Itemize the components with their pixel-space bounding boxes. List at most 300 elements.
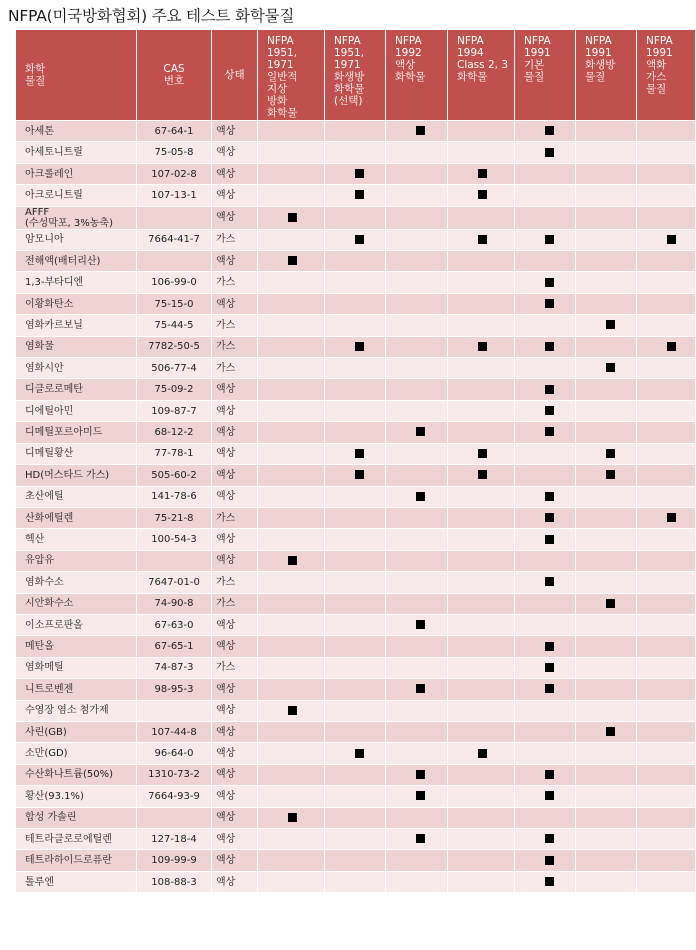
check-square-icon xyxy=(667,342,676,351)
nfpa-1991-basic-cell xyxy=(515,871,576,892)
check-square-icon xyxy=(545,235,554,244)
nfpa-1991-cbrn-cell xyxy=(576,700,637,721)
cas-number-cell: 75-15-0 xyxy=(137,293,212,314)
state-cell: 액상 xyxy=(212,293,258,314)
check-square-icon xyxy=(416,126,425,135)
header-chemical: 화학 물질 xyxy=(16,30,137,121)
chemical-name-cell: 이소프로판올 xyxy=(16,614,137,635)
nfpa-1991-basic-cell xyxy=(515,657,576,678)
nfpa-1991-basic-cell xyxy=(515,358,576,379)
table-row xyxy=(16,422,696,443)
nfpa-1994-cell xyxy=(448,185,515,206)
nfpa-1951-general-cell xyxy=(258,550,325,571)
nfpa-1994-cell xyxy=(448,121,515,142)
chemical-name-cell: 헥산 xyxy=(16,529,137,550)
nfpa-1991-liquefied-gas-cell xyxy=(637,550,696,571)
nfpa-1991-cbrn-cell xyxy=(576,721,637,742)
nfpa-1992-cell xyxy=(386,229,448,250)
state-cell: 액상 xyxy=(212,700,258,721)
nfpa-1991-liquefied-gas-cell xyxy=(637,272,696,293)
nfpa-1951-general-cell xyxy=(258,721,325,742)
check-square-icon xyxy=(667,235,676,244)
check-square-icon xyxy=(545,148,554,157)
state-cell: 액상 xyxy=(212,529,258,550)
nfpa-1951-cbrn-cell xyxy=(325,507,386,528)
nfpa-1991-cbrn-cell xyxy=(576,400,637,421)
nfpa-1992-cell xyxy=(386,764,448,785)
cas-number-cell: 7647-01-0 xyxy=(137,572,212,593)
check-square-icon xyxy=(545,791,554,800)
nfpa-1994-cell xyxy=(448,229,515,250)
table-row xyxy=(16,700,696,721)
nfpa-1951-general-cell xyxy=(258,743,325,764)
state-cell: 액상 xyxy=(212,163,258,184)
cas-number-cell xyxy=(137,550,212,571)
nfpa-1991-cbrn-cell xyxy=(576,572,637,593)
nfpa-1991-liquefied-gas-cell xyxy=(637,336,696,357)
check-square-icon xyxy=(545,684,554,693)
cas-number-cell: 67-64-1 xyxy=(137,121,212,142)
nfpa-1992-cell xyxy=(386,679,448,700)
nfpa-1951-general-cell xyxy=(258,829,325,850)
check-square-icon xyxy=(606,320,615,329)
nfpa-1951-general-cell xyxy=(258,185,325,206)
table-row xyxy=(16,336,696,357)
nfpa-1951-cbrn-cell xyxy=(325,400,386,421)
chemical-name-cell: 암모니아 xyxy=(16,229,137,250)
table-row xyxy=(16,657,696,678)
table-row xyxy=(16,529,696,550)
state-cell: 가스 xyxy=(212,593,258,614)
nfpa-1951-cbrn-cell xyxy=(325,679,386,700)
nfpa-1991-basic-cell xyxy=(515,679,576,700)
nfpa-1951-cbrn-cell xyxy=(325,443,386,464)
nfpa-1992-cell xyxy=(386,550,448,571)
state-cell: 액상 xyxy=(212,142,258,163)
nfpa-1991-basic-cell xyxy=(515,721,576,742)
table-row xyxy=(16,315,696,336)
check-square-icon xyxy=(416,684,425,693)
state-cell: 액상 xyxy=(212,721,258,742)
nfpa-1951-cbrn-cell xyxy=(325,721,386,742)
nfpa-1991-cbrn-cell xyxy=(576,679,637,700)
nfpa-1991-basic-cell xyxy=(515,121,576,142)
table-row xyxy=(16,786,696,807)
nfpa-1994-cell xyxy=(448,743,515,764)
header-row xyxy=(16,30,696,121)
nfpa-1992-cell xyxy=(386,315,448,336)
check-square-icon xyxy=(606,727,615,736)
nfpa-1991-liquefied-gas-cell xyxy=(637,465,696,486)
nfpa-1991-basic-cell xyxy=(515,507,576,528)
nfpa-1991-cbrn-cell xyxy=(576,764,637,785)
cas-number-cell: 1310-73-2 xyxy=(137,764,212,785)
table-row xyxy=(16,807,696,828)
nfpa-1994-cell xyxy=(448,679,515,700)
nfpa-1991-cbrn-cell xyxy=(576,807,637,828)
nfpa-1994-cell xyxy=(448,764,515,785)
cas-number-cell xyxy=(137,206,212,229)
state-cell: 액상 xyxy=(212,614,258,635)
page-title: NFPA(미국방화협회) 주요 테스트 화학물질 xyxy=(8,7,295,25)
check-square-icon xyxy=(416,770,425,779)
cas-number-cell: 96-64-0 xyxy=(137,743,212,764)
nfpa-1991-liquefied-gas-cell xyxy=(637,657,696,678)
table-row xyxy=(16,121,696,142)
nfpa-1951-cbrn-cell xyxy=(325,465,386,486)
state-cell: 가스 xyxy=(212,229,258,250)
nfpa-1992-cell xyxy=(386,142,448,163)
chemical-name-cell: 황산(93.1%) xyxy=(16,786,137,807)
nfpa-1991-basic-cell xyxy=(515,829,576,850)
nfpa-1991-basic-cell xyxy=(515,422,576,443)
nfpa-1991-cbrn-cell xyxy=(576,507,637,528)
nfpa-1951-general-cell xyxy=(258,572,325,593)
chemical-name-cell: 디메틸황산 xyxy=(16,443,137,464)
nfpa-1951-general-cell xyxy=(258,336,325,357)
nfpa-1951-cbrn-cell xyxy=(325,550,386,571)
nfpa-1951-general-cell xyxy=(258,121,325,142)
nfpa-1992-cell xyxy=(386,850,448,871)
nfpa-1994-cell xyxy=(448,572,515,593)
check-square-icon xyxy=(545,642,554,651)
chemical-name-cell: 디클로로메탄 xyxy=(16,379,137,400)
state-cell: 액상 xyxy=(212,871,258,892)
table-row xyxy=(16,163,696,184)
nfpa-1992-cell xyxy=(386,786,448,807)
nfpa-1951-general-cell xyxy=(258,422,325,443)
check-square-icon xyxy=(545,770,554,779)
table-row xyxy=(16,293,696,314)
nfpa-1992-cell xyxy=(386,379,448,400)
nfpa-1991-cbrn-cell xyxy=(576,206,637,229)
table-row xyxy=(16,614,696,635)
nfpa-1951-cbrn-cell xyxy=(325,829,386,850)
check-square-icon xyxy=(606,599,615,608)
cas-number-cell: 107-44-8 xyxy=(137,721,212,742)
state-cell: 액상 xyxy=(212,636,258,657)
nfpa-1991-liquefied-gas-cell xyxy=(637,572,696,593)
nfpa-1951-cbrn-cell xyxy=(325,358,386,379)
nfpa-1951-cbrn-cell xyxy=(325,422,386,443)
nfpa-1994-cell xyxy=(448,443,515,464)
nfpa-1991-liquefied-gas-cell xyxy=(637,764,696,785)
table-row xyxy=(16,358,696,379)
nfpa-1991-basic-cell xyxy=(515,206,576,229)
nfpa-1991-cbrn-cell xyxy=(576,293,637,314)
nfpa-1951-cbrn-cell xyxy=(325,657,386,678)
nfpa-1951-cbrn-cell xyxy=(325,572,386,593)
table-row xyxy=(16,443,696,464)
nfpa-1991-liquefied-gas-cell xyxy=(637,293,696,314)
nfpa-1951-cbrn-cell xyxy=(325,229,386,250)
cas-number-cell xyxy=(137,251,212,272)
nfpa-1951-cbrn-cell xyxy=(325,251,386,272)
state-cell: 액상 xyxy=(212,850,258,871)
table-row xyxy=(16,486,696,507)
chemical-name-cell: 염화물 xyxy=(16,336,137,357)
cas-number-cell: 7664-93-9 xyxy=(137,786,212,807)
check-square-icon xyxy=(478,342,487,351)
nfpa-1951-cbrn-cell xyxy=(325,700,386,721)
cas-number-cell: 106-99-0 xyxy=(137,272,212,293)
nfpa-1992-cell xyxy=(386,721,448,742)
state-cell: 액상 xyxy=(212,251,258,272)
cas-number-cell: 7782-50-5 xyxy=(137,336,212,357)
cas-number-cell: 127-18-4 xyxy=(137,829,212,850)
nfpa-1951-general-cell xyxy=(258,593,325,614)
header-nfpa-1991-basic: NFPA 1991 기본 물질 xyxy=(515,30,576,121)
state-cell: 가스 xyxy=(212,358,258,379)
chemical-name-cell: 염화카르보닐 xyxy=(16,315,137,336)
nfpa-1951-general-cell xyxy=(258,293,325,314)
table-row xyxy=(16,142,696,163)
check-square-icon xyxy=(288,706,297,715)
nfpa-1991-cbrn-cell xyxy=(576,486,637,507)
state-cell: 액상 xyxy=(212,764,258,785)
nfpa-1991-cbrn-cell xyxy=(576,636,637,657)
chemical-name-cell: AFFF (수성막포, 3%농축) xyxy=(16,206,137,229)
header-nfpa-1992: NFPA 1992 액상 화학물 xyxy=(386,30,448,121)
nfpa-1951-cbrn-cell xyxy=(325,529,386,550)
nfpa-1951-cbrn-cell xyxy=(325,486,386,507)
nfpa-1994-cell xyxy=(448,422,515,443)
table-row xyxy=(16,721,696,742)
table-row xyxy=(16,593,696,614)
cas-number-cell: 75-09-2 xyxy=(137,379,212,400)
cas-number-cell: 75-44-5 xyxy=(137,315,212,336)
state-cell: 액상 xyxy=(212,465,258,486)
nfpa-1951-general-cell xyxy=(258,657,325,678)
chemical-name-cell: 메탄올 xyxy=(16,636,137,657)
nfpa-1994-cell xyxy=(448,871,515,892)
nfpa-1951-general-cell xyxy=(258,529,325,550)
nfpa-1991-cbrn-cell xyxy=(576,743,637,764)
nfpa-1951-general-cell xyxy=(258,251,325,272)
check-square-icon xyxy=(355,342,364,351)
nfpa-1992-cell xyxy=(386,272,448,293)
state-cell: 가스 xyxy=(212,315,258,336)
check-square-icon xyxy=(545,385,554,394)
nfpa-1994-cell xyxy=(448,721,515,742)
nfpa-1951-cbrn-cell xyxy=(325,185,386,206)
nfpa-1991-basic-cell xyxy=(515,529,576,550)
nfpa-1994-cell xyxy=(448,550,515,571)
nfpa-1991-liquefied-gas-cell xyxy=(637,121,696,142)
cas-number-cell: 67-63-0 xyxy=(137,614,212,635)
chemical-name-cell: 전해액(배터리산) xyxy=(16,251,137,272)
nfpa-1991-liquefied-gas-cell xyxy=(637,636,696,657)
nfpa-1992-cell xyxy=(386,486,448,507)
state-cell: 액상 xyxy=(212,185,258,206)
state-cell: 액상 xyxy=(212,206,258,229)
state-cell: 액상 xyxy=(212,422,258,443)
nfpa-1951-general-cell xyxy=(258,229,325,250)
nfpa-1991-basic-cell xyxy=(515,229,576,250)
check-square-icon xyxy=(545,278,554,287)
nfpa-1991-cbrn-cell xyxy=(576,121,637,142)
nfpa-1994-cell xyxy=(448,807,515,828)
chemical-name-cell: 톨루엔 xyxy=(16,871,137,892)
nfpa-1951-cbrn-cell xyxy=(325,871,386,892)
cas-number-cell: 109-99-9 xyxy=(137,850,212,871)
nfpa-1991-cbrn-cell xyxy=(576,529,637,550)
nfpa-1951-general-cell xyxy=(258,163,325,184)
cas-number-cell: 505-60-2 xyxy=(137,465,212,486)
nfpa-1951-general-cell xyxy=(258,850,325,871)
nfpa-1991-liquefied-gas-cell xyxy=(637,807,696,828)
cas-number-cell: 67-65-1 xyxy=(137,636,212,657)
state-cell: 액상 xyxy=(212,829,258,850)
nfpa-1951-cbrn-cell xyxy=(325,743,386,764)
cas-number-cell: 74-87-3 xyxy=(137,657,212,678)
nfpa-1991-liquefied-gas-cell xyxy=(637,206,696,229)
nfpa-1991-cbrn-cell xyxy=(576,315,637,336)
table-row xyxy=(16,572,696,593)
nfpa-1991-liquefied-gas-cell xyxy=(637,614,696,635)
nfpa-1994-cell xyxy=(448,163,515,184)
chemical-name-cell: 아세톤 xyxy=(16,121,137,142)
nfpa-1991-basic-cell xyxy=(515,272,576,293)
state-cell: 액상 xyxy=(212,121,258,142)
nfpa-1991-liquefied-gas-cell xyxy=(637,163,696,184)
nfpa-1994-cell xyxy=(448,336,515,357)
check-square-icon xyxy=(545,856,554,865)
check-square-icon xyxy=(355,470,364,479)
table-row xyxy=(16,743,696,764)
state-cell: 액상 xyxy=(212,550,258,571)
nfpa-1994-cell xyxy=(448,486,515,507)
nfpa-1991-liquefied-gas-cell xyxy=(637,871,696,892)
chemical-name-cell: 테트라클로로에틸렌 xyxy=(16,829,137,850)
nfpa-1994-cell xyxy=(448,400,515,421)
nfpa-1992-cell xyxy=(386,507,448,528)
nfpa-1951-general-cell xyxy=(258,400,325,421)
nfpa-1991-liquefied-gas-cell xyxy=(637,829,696,850)
cas-number-cell xyxy=(137,700,212,721)
table-row xyxy=(16,251,696,272)
nfpa-1951-general-cell xyxy=(258,272,325,293)
state-cell: 액상 xyxy=(212,379,258,400)
check-square-icon xyxy=(606,470,615,479)
nfpa-1951-general-cell xyxy=(258,764,325,785)
nfpa-1991-liquefied-gas-cell xyxy=(637,743,696,764)
check-square-icon xyxy=(288,256,297,265)
nfpa-1994-cell xyxy=(448,786,515,807)
nfpa-1951-general-cell xyxy=(258,379,325,400)
table-row xyxy=(16,379,696,400)
nfpa-1994-cell xyxy=(448,315,515,336)
nfpa-1991-basic-cell xyxy=(515,315,576,336)
nfpa-1992-cell xyxy=(386,657,448,678)
check-square-icon xyxy=(545,877,554,886)
nfpa-1951-general-cell xyxy=(258,807,325,828)
state-cell: 가스 xyxy=(212,657,258,678)
check-square-icon xyxy=(545,299,554,308)
nfpa-1994-cell xyxy=(448,657,515,678)
check-square-icon xyxy=(478,470,487,479)
nfpa-1991-cbrn-cell xyxy=(576,251,637,272)
nfpa-1992-cell xyxy=(386,807,448,828)
header-nfpa-1951-cbrn: NFPA 1951, 1971 화생방 화학물 (선택) xyxy=(325,30,386,121)
cas-number-cell: 506-77-4 xyxy=(137,358,212,379)
cas-number-cell: 75-21-8 xyxy=(137,507,212,528)
nfpa-1994-cell xyxy=(448,358,515,379)
nfpa-1991-cbrn-cell xyxy=(576,657,637,678)
nfpa-1991-basic-cell xyxy=(515,400,576,421)
chemical-name-cell: 합성 가솔린 xyxy=(16,807,137,828)
check-square-icon xyxy=(545,427,554,436)
nfpa-1991-basic-cell xyxy=(515,743,576,764)
cas-number-cell: 141-78-6 xyxy=(137,486,212,507)
nfpa-1951-cbrn-cell xyxy=(325,163,386,184)
header-nfpa-1991-cbrn: NFPA 1991 화생방 물질 xyxy=(576,30,637,121)
nfpa-1991-basic-cell xyxy=(515,700,576,721)
chemical-name-cell: 초산에틸 xyxy=(16,486,137,507)
nfpa-1951-general-cell xyxy=(258,700,325,721)
chemical-name-cell: 니트로벤젠 xyxy=(16,679,137,700)
nfpa-1992-cell xyxy=(386,614,448,635)
chemical-name-cell: HD(머스타드 가스) xyxy=(16,465,137,486)
nfpa-1991-liquefied-gas-cell xyxy=(637,185,696,206)
nfpa-1992-cell xyxy=(386,185,448,206)
nfpa-1994-cell xyxy=(448,593,515,614)
nfpa-1951-cbrn-cell xyxy=(325,379,386,400)
nfpa-1994-cell xyxy=(448,272,515,293)
nfpa-1951-cbrn-cell xyxy=(325,142,386,163)
nfpa-1951-general-cell xyxy=(258,636,325,657)
nfpa-1991-cbrn-cell xyxy=(576,163,637,184)
nfpa-1951-cbrn-cell xyxy=(325,636,386,657)
nfpa-1992-cell xyxy=(386,529,448,550)
nfpa-1991-basic-cell xyxy=(515,163,576,184)
nfpa-1991-cbrn-cell xyxy=(576,272,637,293)
table-row xyxy=(16,400,696,421)
nfpa-1991-cbrn-cell xyxy=(576,379,637,400)
nfpa-1991-cbrn-cell xyxy=(576,593,637,614)
nfpa-1991-basic-cell xyxy=(515,465,576,486)
nfpa-1951-general-cell xyxy=(258,465,325,486)
chemical-name-cell: 디에틸아민 xyxy=(16,400,137,421)
nfpa-1994-cell xyxy=(448,251,515,272)
header-nfpa-1951-general: NFPA 1951, 1971 일반적 지상 방화 화학물 xyxy=(258,30,325,121)
check-square-icon xyxy=(416,427,425,436)
nfpa-1951-general-cell xyxy=(258,443,325,464)
nfpa-1991-basic-cell xyxy=(515,486,576,507)
header-nfpa-1991-liquefied-gas: NFPA 1991 액화 가스 물질 xyxy=(637,30,696,121)
nfpa-1991-cbrn-cell xyxy=(576,550,637,571)
nfpa-1992-cell xyxy=(386,871,448,892)
nfpa-1991-liquefied-gas-cell xyxy=(637,142,696,163)
nfpa-1994-cell xyxy=(448,465,515,486)
nfpa-1994-cell xyxy=(448,293,515,314)
nfpa-1992-cell xyxy=(386,829,448,850)
nfpa-1992-cell xyxy=(386,572,448,593)
state-cell: 액상 xyxy=(212,486,258,507)
table-row xyxy=(16,550,696,571)
nfpa-1991-cbrn-cell xyxy=(576,871,637,892)
nfpa-1951-general-cell xyxy=(258,206,325,229)
nfpa-1991-cbrn-cell xyxy=(576,850,637,871)
nfpa-1951-cbrn-cell xyxy=(325,850,386,871)
chemical-name-cell: 소만(GD) xyxy=(16,743,137,764)
nfpa-1951-cbrn-cell xyxy=(325,593,386,614)
cas-number-cell: 74-90-8 xyxy=(137,593,212,614)
header-nfpa-1994: NFPA 1994 Class 2, 3 화학물 xyxy=(448,30,515,121)
nfpa-1992-cell xyxy=(386,743,448,764)
cas-number-cell: 107-13-1 xyxy=(137,185,212,206)
check-square-icon xyxy=(545,492,554,501)
